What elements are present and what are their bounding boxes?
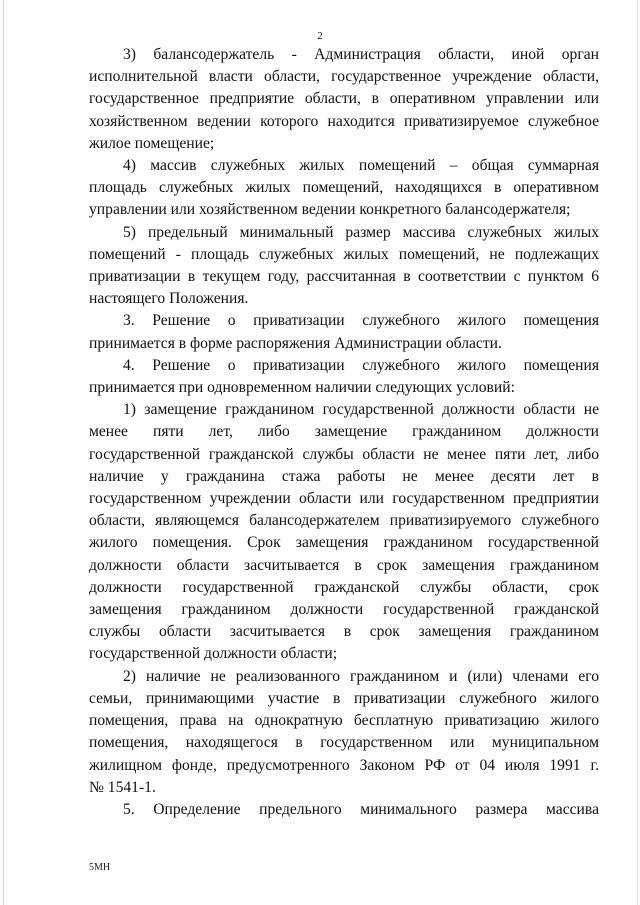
text-line: 2) наличие не реализованного гражданином и (или) членами его xyxy=(123,667,599,685)
text-line: государственной гражданской службы области не менее пяти лет, либо xyxy=(89,445,599,463)
text-line: жилое помещение; xyxy=(89,134,215,152)
text-line: государственном учреждении области или государственном предприятии xyxy=(89,490,599,508)
text-line: настоящего Положения. xyxy=(89,290,249,308)
page-left-edge xyxy=(3,0,4,905)
text-line: менее пяти лет, либо замещение гражданином должности xyxy=(89,423,599,441)
text-line: 4) массив служебных жилых помещений – общая суммарная xyxy=(123,157,599,175)
text-line: площадь служебных жилых помещений, находящихся в оперативном xyxy=(89,179,599,197)
text-line: 1) замещение гражданином государственной должности области не xyxy=(123,401,599,419)
text-line: замещения гражданином должности государственной гражданской xyxy=(89,601,599,619)
text-line: исполнительной власти области, государственное учреждение области, xyxy=(89,68,599,86)
text-line: 3. Решение о приватизации служебного жилого помещения xyxy=(123,312,599,330)
text-line: 4. Решение о приватизации служебного жилого помещения xyxy=(123,356,599,374)
document-body xyxy=(89,44,599,821)
text-line: жилищном фонде, предусмотренного Законом РФ от 04 июля 1991 г. xyxy=(89,756,599,774)
text-line: жилого помещения. Срок замещения гражданином государственной xyxy=(89,534,599,552)
text-line: № 1541-1. xyxy=(89,778,156,796)
text-line: должности области засчитывается в срок замещения гражданином xyxy=(89,556,599,574)
text-line: принимается при одновременном наличии следующих условий: xyxy=(89,379,515,397)
text-line: службы области засчитывается в срок замещения гражданином xyxy=(89,623,599,641)
text-line: 3) балансодержатель - Администрация области, иной орган xyxy=(123,46,599,63)
text-line: приватизации в текущем году, рассчитанная в соответствии с пунктом 6 xyxy=(89,268,599,286)
text-line: помещений - площадь служебных жилых помещений, не подлежащих xyxy=(89,245,599,263)
text-line: государственной должности области; xyxy=(89,645,338,663)
text-line: помещения, права на однократную бесплатную приватизацию жилого xyxy=(89,712,599,730)
footer-code: 5МН xyxy=(89,862,111,873)
text-line: управлении или хозяйственном ведении конкретного балансодержателя; xyxy=(89,201,571,219)
text-line: государственное предприятие области, в оперативном управлении или xyxy=(89,90,599,108)
page-number: 2 xyxy=(317,30,323,42)
page-right-edge xyxy=(637,0,638,905)
text-line: помещения, находящегося в государственном или муниципальном xyxy=(89,734,599,752)
text-line: 5) предельный минимальный размер массива служебных жилых xyxy=(123,223,599,241)
text-line: семьи, принимающими участие в приватизации служебного жилого xyxy=(89,689,599,707)
text-line: должности государственной гражданской службы области, срок xyxy=(89,578,599,596)
text-line: области, являющемся балансодержателем приватизируемого служебного xyxy=(89,512,599,530)
text-line: принимается в форме распоряжения Администрации области. xyxy=(89,334,502,352)
text-line: наличие у гражданина стажа работы не менее десяти лет в xyxy=(89,467,599,485)
text-line: хозяйственном ведении которого находится приватизируемое служебное xyxy=(89,112,599,130)
text-line: 5. Определение предельного минимального размера массива xyxy=(123,800,599,818)
